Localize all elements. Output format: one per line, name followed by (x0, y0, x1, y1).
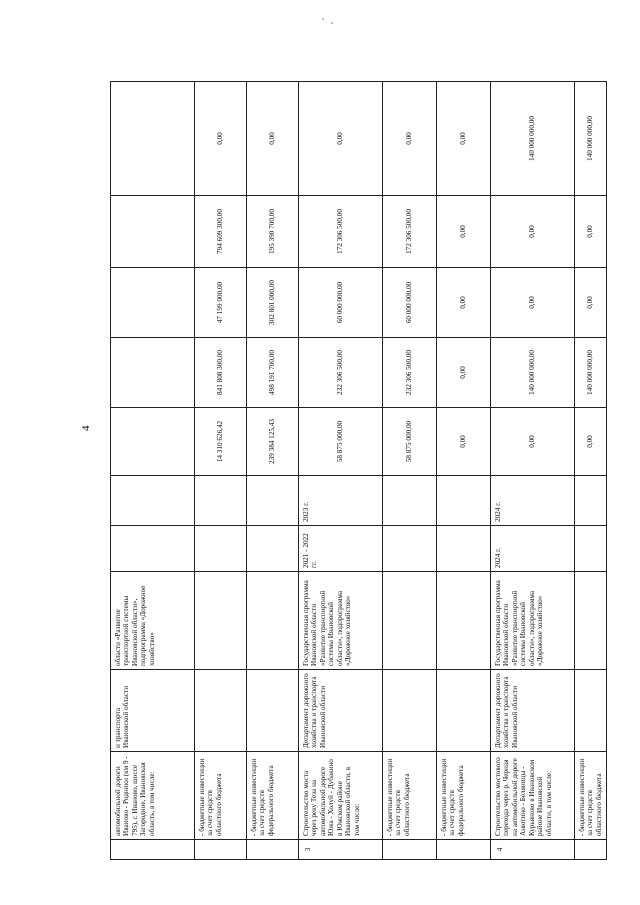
customer-cell: Департамент дорожного хозяйства и транспорта Ивановской области (299, 670, 383, 752)
value-cell-1: 0,00 (491, 408, 575, 476)
program-cell (247, 572, 299, 670)
period-cell (195, 526, 247, 572)
value-cell-3: 60 000 000,00 (383, 268, 437, 338)
table-row (383, 82, 437, 860)
value-cell-1: 14 310 626,42 (195, 408, 247, 476)
value-cell-4 (111, 196, 195, 268)
object-name-cell: - бюджетные инвестиции за счет средств областного бюджета (383, 752, 437, 840)
year-cell (383, 476, 437, 526)
program-cell (383, 572, 437, 670)
value-cell-4: 0,00 (575, 196, 607, 268)
customer-cell (383, 670, 437, 752)
program-cell: Государственная программа Ивановской области «Развитие транспортной системы Ивановской области», подпрограмма «Дорожное хозяйство» (491, 572, 575, 670)
value-cell-2: 498 191 700,00 (247, 338, 299, 408)
table-row (195, 82, 247, 860)
value-cell-2: 232 306 500,00 (299, 338, 383, 408)
value-cell-5: 0,00 (299, 82, 383, 196)
value-cell-3: 302 801 000,00 (247, 268, 299, 338)
customer-cell: и транспорта Ивановской области (111, 670, 195, 752)
customer-cell: Департамент дорожного хозяйства и транспорта Ивановской области (491, 670, 575, 752)
value-cell-2 (111, 338, 195, 408)
value-cell-4: 172 306 500,00 (299, 196, 383, 268)
period-cell: 2021 - 2022 гг. (299, 526, 383, 572)
program-cell (575, 572, 607, 670)
value-cell-5: 0,00 (195, 82, 247, 196)
value-cell-2: 841 808 300,00 (195, 338, 247, 408)
budget-table (110, 81, 607, 860)
table-row (247, 82, 299, 860)
value-cell-2: 232 306 500,00 (383, 338, 437, 408)
customer-cell (247, 670, 299, 752)
value-cell-4: 794 609 300,00 (195, 196, 247, 268)
row-number (111, 840, 195, 860)
period-cell (575, 526, 607, 572)
period-cell (247, 526, 299, 572)
row-number (195, 840, 247, 860)
scan-speck (331, 22, 333, 24)
value-cell-1: 0,00 (575, 408, 607, 476)
value-cell-3: 60 000 000,00 (299, 268, 383, 338)
period-cell (437, 526, 491, 572)
customer-cell (195, 670, 247, 752)
year-cell: 2024 г. (491, 476, 575, 526)
value-cell-5: 0,00 (437, 82, 491, 196)
value-cell-2: 140 000 000,00 (575, 338, 607, 408)
row-number (383, 840, 437, 860)
value-cell-1: 58 875 000,00 (299, 408, 383, 476)
value-cell-5: 140 000 000,00 (575, 82, 607, 196)
period-cell (383, 526, 437, 572)
page-number: 4 (80, 425, 92, 431)
value-cell-5: 0,00 (383, 82, 437, 196)
object-name-cell: Строительство мостового перехода через р. Черная на автомобильной дороге Анютино - Беляницы - Курьяново в Ивановском районе Ивановской области, в том числе: (491, 752, 575, 840)
table-row (111, 82, 195, 860)
program-cell (195, 572, 247, 670)
year-cell (575, 476, 607, 526)
table-row (575, 82, 607, 860)
value-cell-1: 239 384 125,43 (247, 408, 299, 476)
object-name-cell: - бюджетные инвестиции за счет средств областного бюджета (575, 752, 607, 840)
value-cell-5: 140 000 000,00 (491, 82, 575, 196)
value-cell-4: 0,00 (491, 196, 575, 268)
object-name-cell: - бюджетные инвестиции за счет средств федерального бюджета (247, 752, 299, 840)
year-cell (247, 476, 299, 526)
period-cell: 2024 г. (491, 526, 575, 572)
scan-speck (322, 18, 324, 20)
object-name-cell: Строительство моста через реку Теза на автомобильной дороге Южа - Холуй - Дубакино в Южском районе Ивановской области, в том числе: (299, 752, 383, 840)
value-cell-5: 0,00 (247, 82, 299, 196)
value-cell-4: 172 306 500,00 (383, 196, 437, 268)
table-row (491, 82, 575, 860)
value-cell-1: 58 875 000,00 (383, 408, 437, 476)
value-cell-1 (111, 408, 195, 476)
row-number (247, 840, 299, 860)
table-row (437, 82, 491, 860)
object-name-cell: - бюджетные инвестиции за счет средств областного бюджета (195, 752, 247, 840)
year-cell (195, 476, 247, 526)
table-row (299, 82, 383, 860)
value-cell-4: 195 390 700,00 (247, 196, 299, 268)
value-cell-2: 0,00 (437, 338, 491, 408)
row-number: 3 (299, 840, 383, 860)
row-number (437, 840, 491, 860)
value-cell-3: 0,00 (437, 268, 491, 338)
value-cell-2: 140 000 000,00 (491, 338, 575, 408)
value-cell-3: 47 199 000,00 (195, 268, 247, 338)
value-cell-1: 0,00 (437, 408, 491, 476)
customer-cell (575, 670, 607, 752)
period-cell (111, 526, 195, 572)
row-number: 4 (491, 840, 575, 860)
value-cell-3 (111, 268, 195, 338)
year-cell (437, 476, 491, 526)
customer-cell (437, 670, 491, 752)
program-cell (437, 572, 491, 670)
row-number (575, 840, 607, 860)
table-container (110, 82, 603, 860)
value-cell-5 (111, 82, 195, 196)
value-cell-3: 0,00 (491, 268, 575, 338)
object-name-cell: - бюджетные инвестиции за счет средств федерального бюджета (437, 752, 491, 840)
program-cell: Государственная программа Ивановской области «Развитие транспортной системы Ивановской области», подпрограмма «Дорожное хозяйство» (299, 572, 383, 670)
value-cell-4: 0,00 (437, 196, 491, 268)
program-cell: области «Развитие транспортной системы Ивановской области», подпрограмма «Дорожное хозяйство» (111, 572, 195, 670)
value-cell-3: 0,00 (575, 268, 607, 338)
year-cell: 2023 г. (299, 476, 383, 526)
year-cell (111, 476, 195, 526)
object-name-cell: автомобильной дороги Иваново - Родники (км 9 - 795), г. Иваново, шоссе Загородное, Ивановская область, в том числе: (111, 752, 195, 840)
